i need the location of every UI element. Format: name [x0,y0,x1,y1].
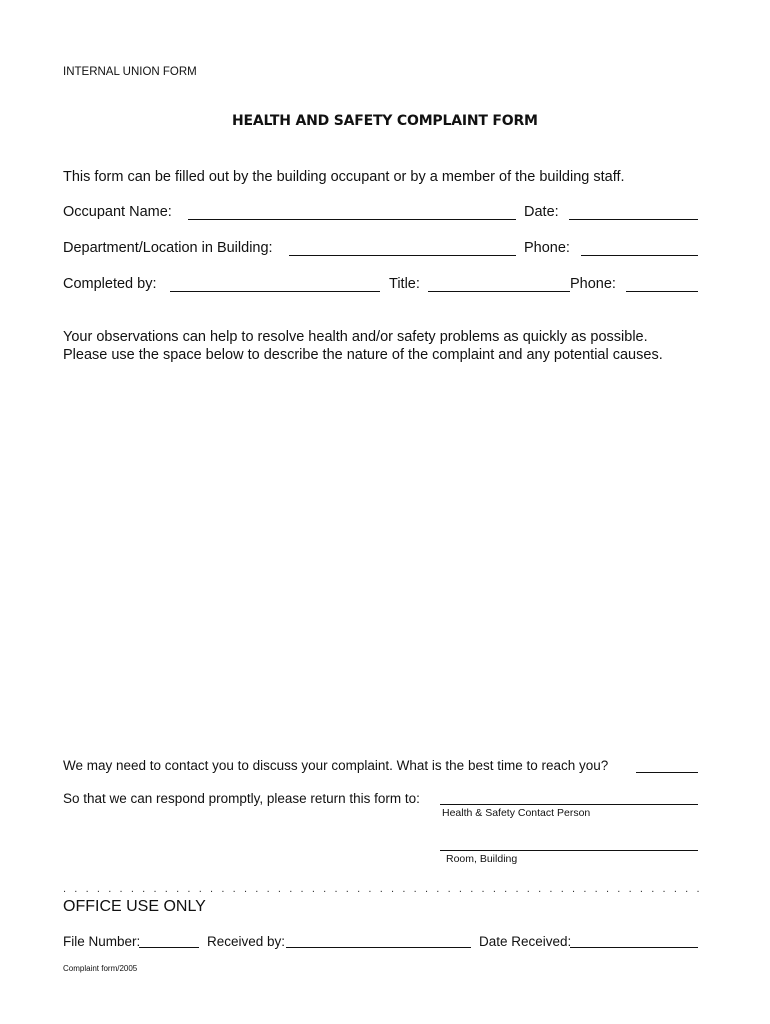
room-building-line [440,850,698,851]
date-label: Date: [524,204,559,220]
title-field[interactable] [430,274,568,290]
received-by-field[interactable] [288,931,469,946]
return-form-text: So that we can respond promptly, please return this form to: [63,791,420,806]
phone-line [581,255,698,256]
department-field[interactable] [291,238,514,254]
title-line [428,291,570,292]
date-received-label: Date Received: [479,934,572,949]
contact-person-field[interactable] [442,788,696,803]
received-by-label: Received by: [207,934,286,949]
room-building-caption: Room, Building [446,853,518,865]
date-received-field[interactable] [572,931,696,946]
occupant-name-line [188,219,516,220]
date-field[interactable] [571,202,696,218]
file-number-label: File Number: [63,934,141,949]
phone-field[interactable] [583,238,696,254]
phone-label: Phone: [524,240,570,256]
date-received-line [570,947,698,948]
file-number-field[interactable] [141,931,197,946]
best-time-line [636,772,698,773]
form-title: HEALTH AND SAFETY COMPLAINT FORM [232,113,538,129]
best-time-field[interactable] [638,756,696,771]
department-label: Department/Location in Building: [63,240,273,256]
occupant-name-field[interactable] [190,202,514,218]
title-label: Title: [389,276,420,292]
phone-2-label: Phone: [570,276,616,292]
occupant-name-label: Occupant Name: [63,204,172,220]
completed-by-line [170,291,380,292]
file-number-line [139,947,199,948]
office-use-heading: OFFICE USE ONLY [63,898,206,915]
intro-text: This form can be filled out by the building occupant or by a member of the building staff. [63,169,625,185]
completed-by-field[interactable] [172,274,378,290]
internal-union-form-label: INTERNAL UNION FORM [63,66,197,78]
phone-2-field[interactable] [628,274,696,290]
observations-line-2: Please use the space below to describe the nature of the complaint and any potential causes. [63,347,663,363]
footer-note: Complaint form/2005 [63,964,138,973]
complaint-description-area[interactable] [63,372,703,756]
dotted-divider: . . . . . . . . . . . . . . . . . . . . . . . . . . . . . . . . . . . . . . . . . . . . . . . . . . . . . . . . . [63,883,703,893]
room-building-field[interactable] [442,834,696,849]
completed-by-label: Completed by: [63,276,157,292]
contact-person-caption: Health & Safety Contact Person [442,807,591,819]
received-by-line [286,947,471,948]
contact-person-line [440,804,698,805]
department-line [289,255,516,256]
observations-line-1: Your observations can help to resolve health and/or safety problems as quickly as possible. [63,329,648,345]
contact-question: We may need to contact you to discuss your complaint. What is the best time to reach you? [63,758,609,773]
phone-2-line [626,291,698,292]
date-line [569,219,698,220]
